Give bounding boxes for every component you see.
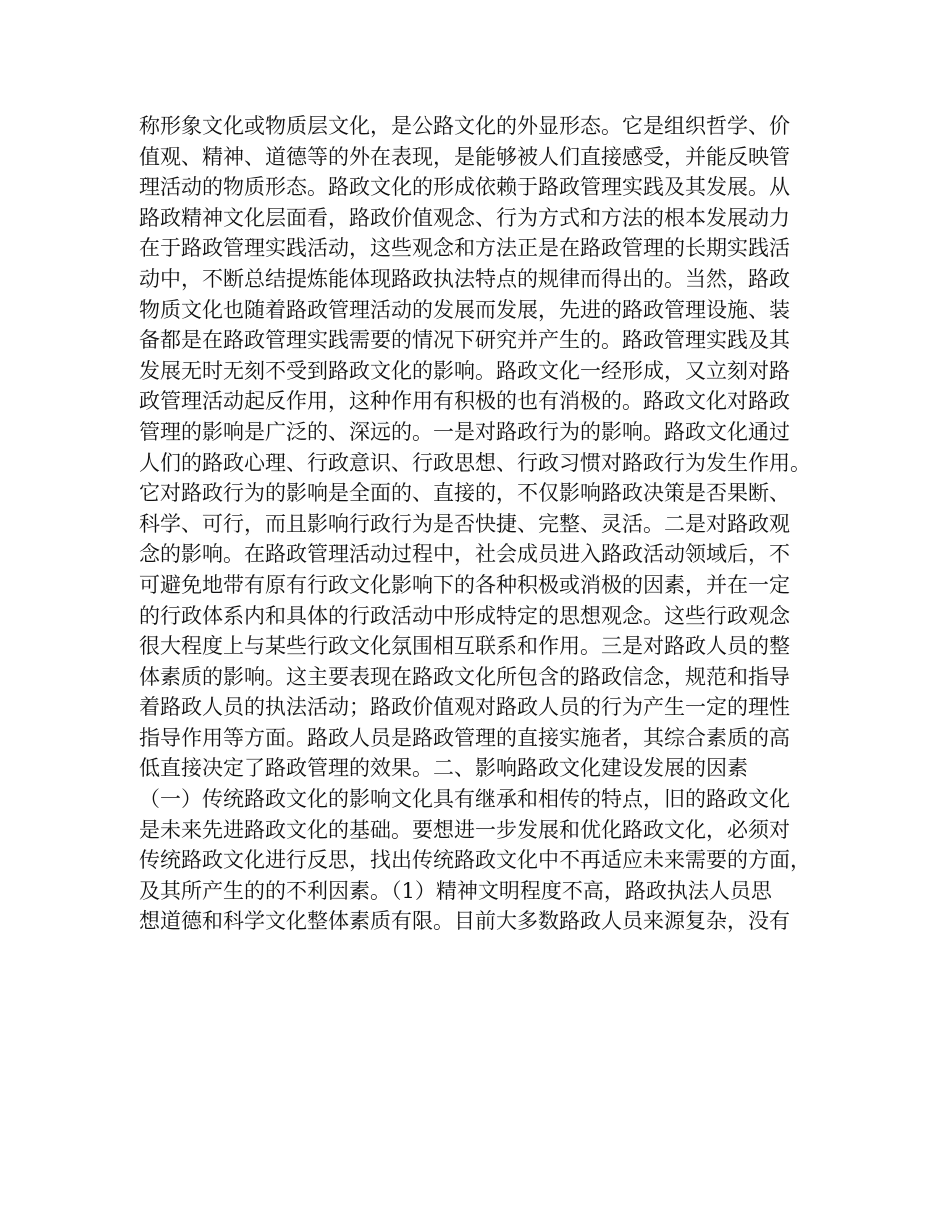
text-line-1: 称形象文化或物质层文化，是公路文化的外显形态。它是组织哲学、价 — [139, 114, 790, 138]
text-line-7: 物质文化也随着路政管理活动的发展而发展，先进的路政管理设施、装 — [139, 297, 790, 322]
text-line-17: 的行政体系内和具体的行政活动中形成特定的思想观念。这些行政观念 — [139, 603, 790, 628]
text-line-4: 路政精神文化层面看，路政价值观念、行为方式和方法的根本发展动力 — [139, 205, 790, 230]
text-line-13: 它对路政行为的影响是全面的、直接的，不仅影响路政决策是否果断、 — [139, 481, 790, 506]
text-line-26: 及其所产生的的不利因素。（1）精神文明程度不高，路政执法人员思 — [139, 878, 772, 903]
text-line-5: 在于路政管理实践活动，这些观念和方法正是在路政管理的长期实践活 — [139, 236, 790, 261]
text-line-24: 是未来先进路政文化的基础。要想进一步发展和优化路政文化，必须对 — [139, 817, 790, 842]
text-line-20: 着路政人员的执法活动；路政价值观对路政人员的行为产生一定的理性 — [139, 695, 790, 720]
text-line-11: 管理的影响是广泛的、深远的。一是对路政行为的影响。路政文化通过 — [139, 419, 790, 444]
text-line-10: 政管理活动起反作用，这种作用有积极的也有消极的。路政文化对路政 — [139, 389, 790, 414]
text-line-15: 念的影响。在路政管理活动过程中，社会成员进入路政活动领域后，不 — [139, 542, 790, 567]
text-line-19: 体素质的影响。这主要表现在路政文化所包含的路政信念，规范和指导 — [139, 664, 790, 689]
text-line-3: 理活动的物质形态。路政文化的形成依赖于路政管理实践及其发展。从 — [139, 175, 790, 200]
body-text — [139, 111, 829, 937]
text-line-21: 指导作用等方面。路政人员是路政管理的直接实施者，其综合素质的高 — [139, 725, 790, 750]
text-line-22: 低直接决定了路政管理的效果。二、影响路政文化建设发展的因素 — [139, 756, 748, 781]
text-line-16: 可避免地带有原有行政文化影响下的各种积极或消极的因素，并在一定 — [139, 572, 790, 597]
text-line-9: 发展无时无刻不受到路政文化的影响。路政文化一经形成，又立刻对路 — [139, 358, 790, 383]
text-line-8: 备都是在路政管理实践需要的情况下研究并产生的。路政管理实践及其 — [139, 328, 790, 353]
text-line-18: 很大程度上与某些行政文化氛围相互联系和作用。三是对路政人员的整 — [139, 634, 790, 659]
text-line-6: 动中，不断总结提炼能体现路政执法特点的规律而得出的。当然，路政 — [139, 266, 790, 291]
text-line-12: 人们的路政心理、行政意识、行政思想、行政习惯对路政行为发生作用。 — [139, 450, 811, 475]
text-line-27: 想道德和科学文化整体素质有限。目前大多数路政人员来源复杂，没有 — [139, 909, 790, 934]
text-line-14: 科学、可行，而且影响行政行为是否快捷、完整、灵活。二是对路政观 — [139, 511, 790, 536]
text-line-25: 传统路政文化进行反思，找出传统路政文化中不再适应未来需要的方面， — [139, 848, 811, 873]
text-line-2: 值观、精神、道德等的外在表现，是能够被人们直接感受，并能反映管 — [139, 144, 790, 169]
text-line-23: （一）传统路政文化的影响文化具有继承和相传的特点，旧的路政文化 — [139, 787, 790, 812]
